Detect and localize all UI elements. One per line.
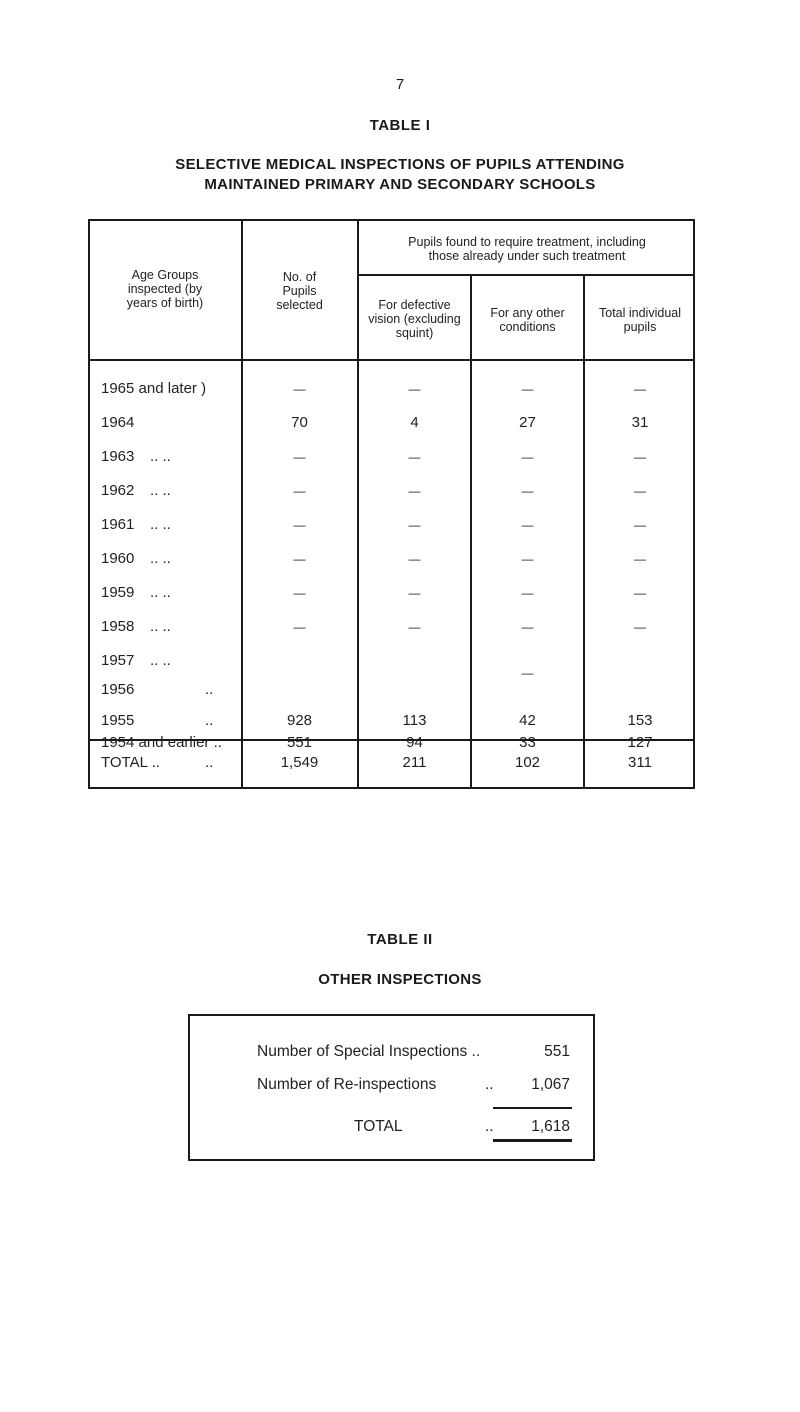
row-vision-cell: 94: [406, 734, 423, 751]
row-other-cell: —: [521, 666, 534, 680]
row-total-cell: 153: [627, 712, 653, 729]
row-leader-dots: .. ..: [150, 618, 171, 635]
table1-span-rule: [357, 274, 695, 276]
row-other-cell: 42: [519, 712, 536, 729]
reinspections-dots: ..: [485, 1076, 494, 1093]
table2-total-double-rule: [493, 1139, 572, 1142]
row-leader-dots: .. ..: [150, 482, 171, 499]
special-inspections-label: Number of Special Inspections ..: [257, 1043, 481, 1060]
header-age-groups: [90, 268, 240, 310]
row-total-cell: 31: [631, 414, 649, 431]
row-label: 1958: [101, 618, 135, 635]
row-vision-cell: —: [408, 620, 421, 634]
row-total-cell: —: [634, 450, 646, 464]
row-selected-cell: —: [293, 586, 306, 600]
header-total-line2: pupils: [623, 320, 657, 334]
row-label: 1960: [101, 550, 135, 567]
reinspections-value: 1,067: [531, 1076, 570, 1093]
table2-total-dots: ..: [485, 1118, 494, 1135]
special-inspections-value: 551: [544, 1043, 570, 1060]
row-vision-cell: —: [408, 484, 421, 498]
table2-sum-rule: [493, 1107, 572, 1109]
row-label: 1956: [101, 681, 135, 698]
row-selected-cell: 551: [286, 734, 313, 751]
table2-total-label: TOTAL: [354, 1118, 403, 1135]
row-vision-cell: —: [408, 382, 421, 396]
row-leader-dots: .. ..: [150, 584, 171, 601]
header-age-groups-line3: years of birth): [126, 296, 204, 310]
row-selected-cell: —: [293, 552, 306, 566]
row-other-cell: —: [521, 450, 534, 464]
row-total-cell: —: [634, 552, 646, 566]
row-label: 1959: [101, 584, 135, 601]
row-leader-dots: ..: [205, 681, 214, 698]
row-vision-cell: —: [408, 450, 421, 464]
header-age-groups-line1: Age Groups: [131, 268, 199, 282]
row-total-cell: —: [634, 484, 646, 498]
row-leader-dots: .. ..: [150, 516, 171, 533]
header-vision-line3: squint): [395, 326, 434, 340]
header-pupils-selected-line3: selected: [276, 298, 323, 312]
row-selected-cell: 70: [291, 414, 308, 431]
row-other-cell: 33: [519, 734, 536, 751]
row-total-cell: 127: [627, 734, 653, 751]
row-label: 1963: [101, 448, 135, 465]
header-other-line1: For any other: [490, 306, 565, 320]
row-other-cell: —: [521, 484, 534, 498]
row-other-cell: —: [521, 382, 534, 396]
total-row-other: 102: [514, 754, 541, 771]
header-treatment-span: [359, 235, 695, 263]
row-leader-dots: .. ..: [150, 652, 171, 669]
row-selected-cell: —: [293, 484, 306, 498]
header-pupils-selected-line1: No. of: [282, 270, 317, 284]
table2-subtitle: OTHER INSPECTIONS: [318, 971, 482, 988]
table2-total-value: 1,618: [531, 1118, 570, 1135]
header-total-individual: [585, 306, 695, 334]
row-vision-cell: —: [408, 586, 421, 600]
table1-subtitle-line1: SELECTIVE MEDICAL INSPECTIONS OF PUPILS ATTENDING: [175, 156, 625, 173]
row-leader-dots: ..: [205, 712, 214, 729]
row-vision-cell: 113: [402, 712, 427, 729]
row-other-cell: —: [521, 518, 534, 532]
row-leader-dots: .. ..: [150, 550, 171, 567]
row-other-cell: —: [521, 620, 534, 634]
row-label: 1955: [101, 712, 135, 729]
table2-title: TABLE II: [367, 931, 433, 948]
row-total-cell: —: [634, 382, 646, 396]
row-other-cell: —: [521, 552, 534, 566]
total-row-dots: ..: [205, 754, 214, 771]
table1-title: TABLE I: [369, 117, 431, 134]
row-other-cell: —: [521, 586, 534, 600]
row-vision-cell: 4: [410, 414, 419, 431]
row-selected-cell: 928: [286, 712, 313, 729]
total-row-vision: 211: [402, 754, 427, 771]
row-vision-cell: —: [408, 518, 421, 532]
table1-subtitle-line2: MAINTAINED PRIMARY AND SECONDARY SCHOOLS: [204, 176, 596, 193]
header-span-line1: Pupils found to require treatment, including: [408, 235, 646, 249]
row-vision-cell: —: [408, 552, 421, 566]
total-row-selected: 1,549: [280, 754, 319, 771]
row-other-cell: 27: [519, 414, 536, 431]
total-row-label: TOTAL ..: [101, 754, 160, 771]
header-total-line1: Total individual: [599, 306, 681, 320]
row-selected-cell: —: [293, 450, 306, 464]
header-span-line2: those already under such treatment: [428, 249, 626, 263]
row-label: 1954 and earlier ..: [101, 734, 222, 751]
row-selected-cell: —: [293, 620, 306, 634]
header-other-conditions: [472, 306, 583, 334]
total-row-total: 311: [628, 754, 652, 771]
row-label: 1957: [101, 652, 135, 669]
row-label: 1962: [101, 482, 135, 499]
row-selected-cell: —: [293, 518, 306, 532]
row-total-cell: —: [634, 620, 646, 634]
row-label: 1965 and later ): [101, 380, 207, 397]
table1-subtitle: [0, 155, 800, 195]
row-label: 1964: [101, 414, 135, 431]
row-total-cell: —: [634, 518, 646, 532]
header-vision-line1: For defective: [378, 298, 451, 312]
row-leader-dots: .. ..: [150, 448, 171, 465]
reinspections-label: Number of Re-inspections: [257, 1076, 437, 1093]
table1-header-rule: [88, 359, 695, 361]
header-pupils-selected-line2: Pupils: [282, 284, 317, 298]
row-selected-cell: —: [293, 382, 306, 396]
header-vision-line2: vision (excluding: [368, 312, 461, 326]
header-defective-vision: [359, 298, 470, 340]
row-total-cell: —: [634, 586, 646, 600]
header-pupils-selected: [243, 270, 356, 312]
page-number: 7: [395, 76, 405, 93]
header-age-groups-line2: inspected (by: [127, 282, 203, 296]
header-other-line2: conditions: [499, 320, 556, 334]
row-label: 1961: [101, 516, 135, 533]
